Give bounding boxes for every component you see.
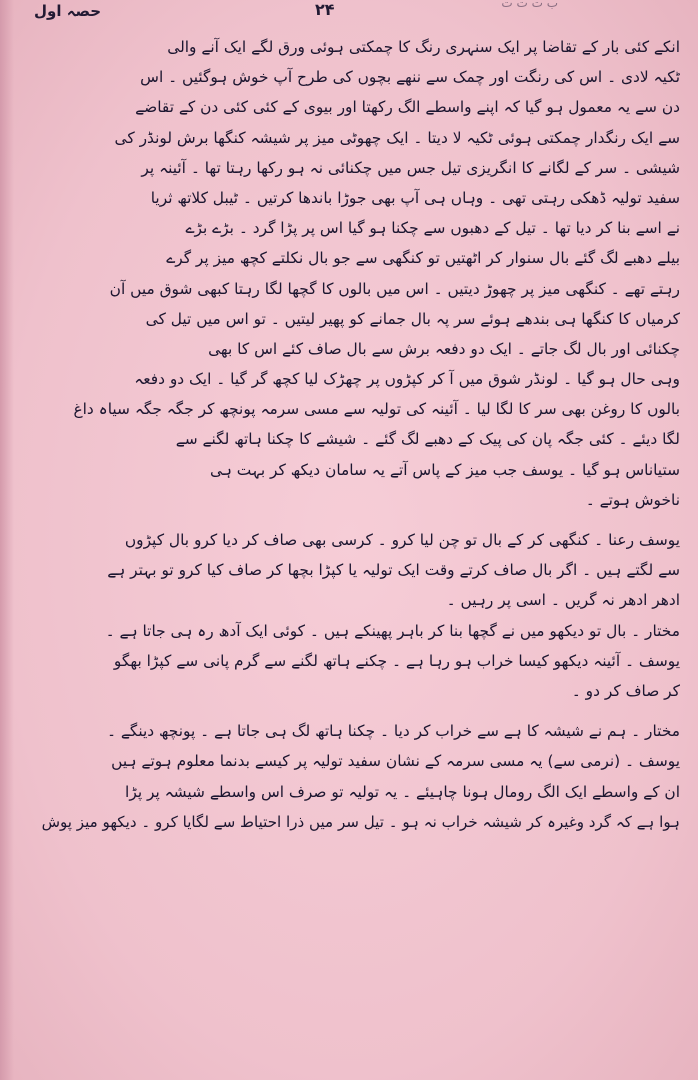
page-header bbox=[0, 0, 698, 30]
page-number: ۲۴ bbox=[315, 0, 335, 19]
text-line: ہوا ہے کہ گرد وغیرہ کر شیشہ خراب نہ ہو ۔ تیل سر میں ذرا احتیاط سے لگایا کرو ۔ دیکھو میز پوش bbox=[41, 812, 680, 831]
text-line: نے اسے بنا کر دیا تھا ۔ تیل کے دھبوں سے چکنا ہو گیا اس پر پڑا گرد ۔ بڑے بڑے bbox=[185, 219, 680, 238]
paragraph-gap bbox=[30, 515, 680, 525]
text-line: یوسف ۔ (نرمی سے) یہ مسی سرمہ کے نشان سفید تولیہ پر کیسے بدنما معلوم ہوتے ہیں bbox=[111, 752, 680, 771]
section-title: حصہ اول bbox=[34, 2, 102, 20]
text-line: ادھر ادھر نہ گریں ۔ اسی پر رہیں ۔ bbox=[446, 591, 680, 610]
text-line: بالوں کا روغن بھی سر کا لگا لیا ۔ آئینہ کی تولیہ سے مسی سرمہ پونچھ کر جگہ جگہ سیاہ داغ bbox=[73, 400, 680, 419]
paragraph-gap bbox=[30, 706, 680, 716]
text-line: وہی حال ہو گیا ۔ لونڈر شوق میں آ کر کپڑوں پر چھڑک لیا کچھ گر گیا ۔ ایک دو دفعہ bbox=[134, 370, 680, 389]
text-line: یوسف رعنا ۔ کنگھی کر کے بال تو چن لیا کرو ۔ کرسی بھی صاف کر دیا کرو بال کپڑوں bbox=[124, 531, 680, 549]
text-line: سے ایک رنگدار چمکتی ہوئی ٹکیہ لا دیتا ۔ ایک چھوٹی میز پر شیشہ کنگھا برش لونڈر کی bbox=[114, 128, 680, 147]
text-line: مختار ۔ بال تو دیکھو میں نے گچھا بنا کر باہر پھینکے ہیں ۔ کوئی ایک آدھ رہ ہی جاتا ہے ۔ bbox=[105, 621, 680, 640]
text-line: شیشی ۔ سر کے لگانے کا انگریزی تیل جس میں چکنائی نہ ہو رکھا رہتا تھا ۔ آئینہ پر bbox=[141, 158, 680, 177]
text-line: ستیاناس ہو گیا ۔ یوسف جب میز کے پاس آتے یہ سامان دیکھ کر بہت ہی bbox=[210, 460, 680, 479]
page-edge-shadow bbox=[0, 0, 14, 1080]
text-line: چکنائی اور بال لگ جاتے ۔ ایک دو دفعہ برش سے بال صاف کئے اس کا بھی bbox=[208, 339, 680, 358]
text-line: کرمیاں کا کنگھا ہی بندھے ہوئے سر پہ بال جمانے کو پھیر لیتیں ۔ تو اس میں تیل کی bbox=[145, 309, 680, 328]
text-line: بیلے دھبے لگ گئے بال سنوار کر اٹھتیں تو کنگھی سے جو بال نکلتے کچھ میز پر گرے bbox=[166, 249, 680, 268]
text-line: ناخوش ہوتے ۔ bbox=[585, 490, 680, 509]
paragraph bbox=[30, 32, 680, 515]
text-line: دن سے یہ معمول ہو گیا کہ اپنے واسطے الگ رکھتا اور بیوی کے کئی کئی دن کے تقاضے bbox=[135, 98, 680, 117]
handwritten-body bbox=[30, 32, 680, 837]
text-line: سفید تولیہ ڈھکی رہتی تھی ۔ وہاں ہی آپ بھی جوڑا باندھا کرتیں ۔ ٹیبل کلاتھ ثریا bbox=[150, 188, 680, 207]
text-line: ٹکیہ لادی ۔ اس کی رنگت اور چمک سے ننھے بچوں کی طرح آپ خوش ہوگئیں ۔ اس bbox=[140, 68, 680, 87]
text-line: ان کے واسطے ایک الگ رومال ہونا چاہیئے ۔ یہ تولیہ تو صرف اس واسطے شیشہ پر پڑا bbox=[125, 782, 680, 801]
paragraph bbox=[30, 525, 680, 706]
text-line: لگا دیئے ۔ کئی جگہ پان کی پیک کے دھبے لگ گئے ۔ شیشے کا چکنا ہاتھ لگنے سے bbox=[175, 430, 680, 449]
text-line: مختار ۔ ہم نے شیشہ کا ہے سے خراب کر دیا ۔ چکنا ہاتھ لگ ہی جاتا ہے ۔ پونچھ دینگے ۔ bbox=[106, 722, 680, 741]
paragraph bbox=[30, 716, 680, 837]
text-line: رہتے تھے ۔ کنگھی میز پر چھوڑ دیتیں ۔ اس میں بالوں کا گچھا لگا رہتا کبھی شوق میں آن bbox=[109, 279, 680, 298]
text-line: انکے کئی بار کے تقاضا پر ایک سنہری رنگ کا چمکتی ہوئی ورق لگے ایک آنے والی bbox=[167, 38, 680, 56]
text-line: سے لگتے ہیں ۔ اگر بال صاف کرتے وقت ایک تولیہ یا کپڑا بچھا کر صاف کیا کرو تو بہتر ہے bbox=[107, 561, 680, 580]
top-scrawl: ب ت ت ت bbox=[501, 0, 558, 10]
text-line: یوسف ۔ آئینہ دیکھو کیسا خراب ہو رہا ہے ۔ چکنے ہاتھ لگنے سے گرم پانی سے کپڑا بھگو bbox=[113, 651, 680, 670]
text-line: کر صاف کر دو ۔ bbox=[571, 681, 680, 700]
